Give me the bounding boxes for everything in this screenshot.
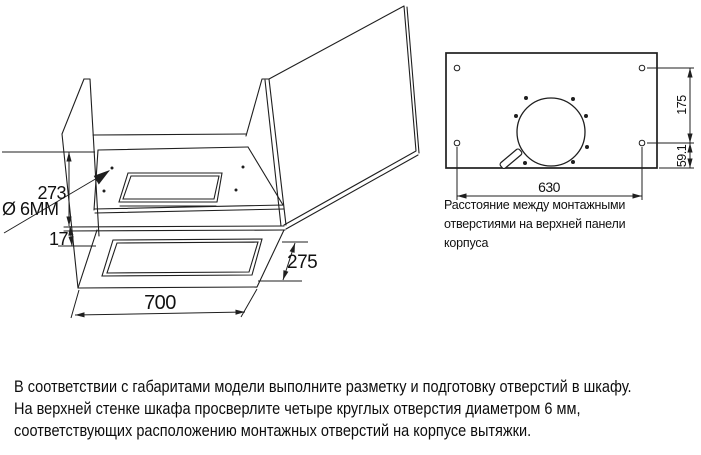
dim-273-label: 273	[37, 183, 66, 203]
instructions-line: На верхней стенке шкафа просверлите четыре круглых отверстия диаметром 6 мм,	[14, 400, 581, 418]
cabinet-bottom-frame	[64, 226, 285, 288]
instructions-line: соответствующих расположению монтажных отверстий на корпусе вытяжки.	[14, 422, 532, 440]
shelf-hatch-opening	[119, 173, 222, 206]
cabinet-isometric-drawing	[62, 6, 419, 288]
dim-hole-diameter-label: Ø 6MM	[2, 199, 59, 219]
dim-59-label: 59.1	[675, 144, 689, 168]
top-panel-drawing	[446, 53, 694, 200]
top-panel-outline	[446, 53, 657, 168]
panel-corner-holes	[454, 65, 645, 146]
shelf-mounting-holes	[103, 166, 245, 193]
cabinet-shelf	[94, 147, 284, 213]
cabinet-right-panel	[246, 79, 286, 226]
caption-line: Расстояние между монтажными	[444, 198, 626, 212]
dim-17-label: 17	[48, 229, 68, 249]
dim-275-label: 275	[287, 252, 318, 273]
dim-630-label: 630	[538, 179, 560, 195]
dim-700-label: 700	[144, 292, 176, 314]
top-panel-caption	[444, 196, 644, 253]
caption-line: отверстиями на верхней панели	[444, 217, 626, 231]
cabinet-open-lid	[269, 6, 419, 229]
installation-instructions	[14, 376, 694, 442]
cabinet-left-panel	[62, 79, 99, 288]
cabinet-back-rail	[93, 134, 248, 150]
duct-opening-circle	[517, 98, 585, 166]
caption-line: корпуса	[444, 236, 489, 250]
right-diagram-dimensions	[457, 68, 694, 200]
instructions-line: В соответствии с габаритами модели выполните разметку и подготовку отверстий в шкафу.	[14, 378, 632, 396]
duct-tab	[499, 148, 523, 169]
dim-175-label: 175	[675, 95, 689, 115]
